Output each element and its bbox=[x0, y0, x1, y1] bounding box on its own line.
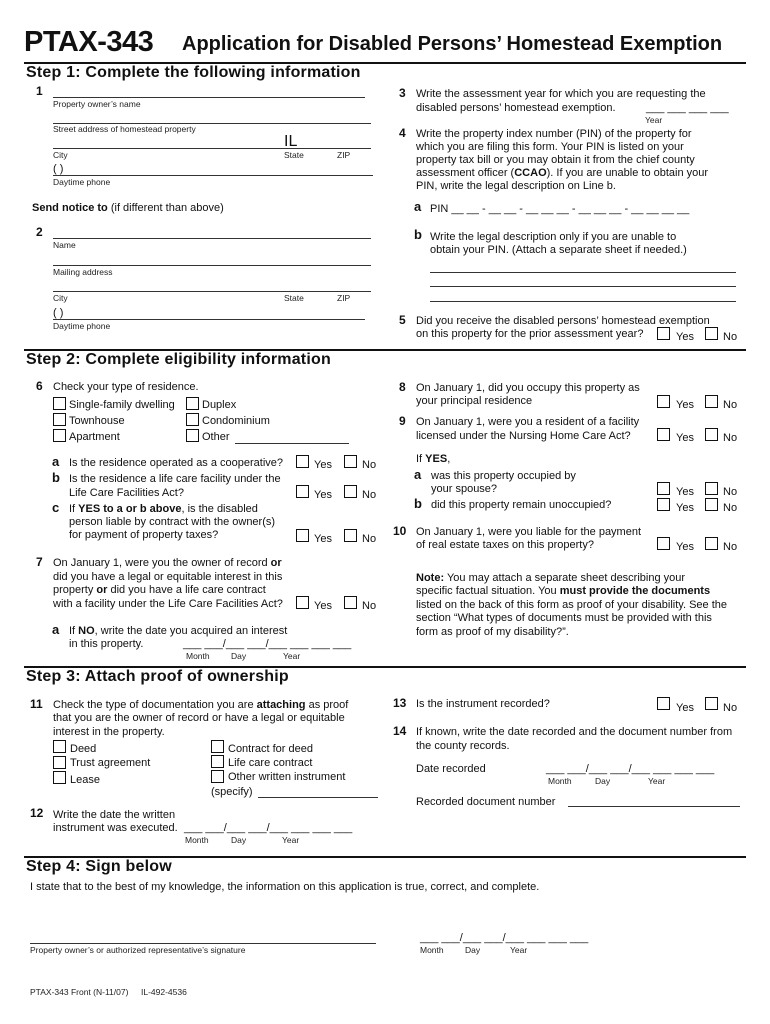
state-label: State bbox=[284, 150, 304, 160]
q9b-yes-checkbox[interactable] bbox=[657, 498, 670, 511]
sfd-checkbox[interactable] bbox=[53, 397, 66, 410]
q7a-month-label: Month bbox=[186, 651, 210, 661]
lifecare-checkbox[interactable] bbox=[211, 755, 224, 768]
zip-label: ZIP bbox=[337, 150, 351, 160]
contract-label: Contract for deed bbox=[228, 743, 313, 755]
step1-heading: Step 1: Complete the following information bbox=[26, 64, 361, 81]
q9-no-label: No bbox=[723, 432, 738, 444]
q14-month-label: Month bbox=[548, 776, 572, 786]
if-yes-label: If YES, bbox=[416, 453, 451, 465]
q7a-letter: a bbox=[52, 622, 60, 637]
item-9-number: 9 bbox=[399, 414, 406, 428]
sfd-label: Single-family dwelling bbox=[69, 399, 175, 411]
note-line4: section “What types of documents must be provided with this bbox=[416, 612, 712, 624]
phone-paren-2: ( ) bbox=[53, 307, 64, 319]
q6b-yes-checkbox[interactable] bbox=[296, 485, 309, 498]
owner-name-label: Property owner’s name bbox=[53, 99, 141, 109]
q13-no-label: No bbox=[723, 702, 738, 714]
certification-statement: I state that to the best of my knowledge, the information on this application is true, correct, and complete. bbox=[30, 881, 540, 893]
q6c-letter: c bbox=[52, 500, 60, 515]
other-specify-field[interactable] bbox=[235, 443, 349, 444]
mailing-address-label: Mailing address bbox=[53, 267, 113, 277]
date-recorded-field[interactable]: ___ ___/___ ___/___ ___ ___ ___ bbox=[546, 763, 715, 775]
q9a-no-label: No bbox=[723, 486, 738, 498]
q9a-line2: your spouse? bbox=[431, 483, 498, 495]
q14-line1: If known, write the date recorded and the document number from bbox=[416, 726, 733, 738]
item-14-number: 14 bbox=[393, 724, 407, 738]
q6b-line2: Life Care Facilities Act? bbox=[69, 487, 184, 499]
sig-month-label: Month bbox=[420, 945, 444, 955]
q6b-letter: b bbox=[52, 470, 60, 485]
item-13-number: 13 bbox=[393, 696, 407, 710]
lifecare-label: Life care contract bbox=[228, 757, 313, 769]
q7-line2: did you have a legal or equitable interest in this bbox=[53, 571, 283, 583]
item-8-number: 8 bbox=[399, 380, 406, 394]
daytime-phone-field[interactable] bbox=[53, 175, 373, 176]
q7a-day-label: Day bbox=[231, 651, 247, 661]
q6c-no-label: No bbox=[362, 533, 377, 545]
legal-desc-line-1[interactable] bbox=[430, 272, 736, 273]
signature-label: Property owner’s or authorized representative’s signature bbox=[30, 945, 246, 955]
item-10-number: 10 bbox=[393, 524, 407, 538]
item-5-number: 5 bbox=[399, 313, 406, 327]
q9b-no-label: No bbox=[723, 502, 738, 514]
q10-line1: On January 1, were you liable for the payment bbox=[416, 526, 642, 538]
item-11-number: 11 bbox=[30, 697, 43, 711]
q7a-line2: in this property. bbox=[69, 638, 144, 650]
q13-text: Is the instrument recorded? bbox=[416, 698, 550, 710]
q13-yes-checkbox[interactable] bbox=[657, 697, 670, 710]
apartment-label: Apartment bbox=[69, 431, 120, 443]
q9a-yes-checkbox[interactable] bbox=[657, 482, 670, 495]
notice-state-label: State bbox=[284, 293, 304, 303]
q5-line2: on this property for the prior assessment year? bbox=[416, 328, 644, 340]
q6a-no-checkbox[interactable] bbox=[344, 455, 357, 468]
q9a-no-checkbox[interactable] bbox=[705, 482, 718, 495]
other-label: Other bbox=[202, 431, 230, 443]
q6a-text: Is the residence operated as a cooperative? bbox=[69, 457, 284, 469]
q6a-yes-checkbox[interactable] bbox=[296, 455, 309, 468]
note-line2: specific factual situation. You must provide the documents bbox=[416, 585, 711, 597]
item-6-number: 6 bbox=[36, 379, 43, 393]
step2-heading: Step 2: Complete eligibility information bbox=[26, 351, 331, 368]
notice-phone-label: Daytime phone bbox=[53, 321, 111, 331]
item-3-number: 3 bbox=[399, 86, 406, 100]
q4-line2: which you are filing this form. Your PIN is listed on your bbox=[416, 141, 684, 153]
form-title: Application for Disabled Persons’ Homestead Exemption bbox=[182, 33, 723, 55]
q7-line3: property or did you have a life care contract bbox=[53, 584, 266, 596]
q7-line4: with a facility under the Life Care Facilities Act? bbox=[53, 598, 283, 610]
q6b-yes-label: Yes bbox=[314, 489, 332, 501]
q8-line2: your principal residence bbox=[416, 395, 533, 407]
notice-name-label: Name bbox=[53, 240, 76, 250]
q5-line1: Did you receive the disabled persons’ homestead exemption bbox=[416, 315, 710, 327]
q6c-no-checkbox[interactable] bbox=[344, 529, 357, 542]
q11-line1: Check the type of documentation you are attaching as proof bbox=[53, 699, 349, 711]
trust-label: Trust agreement bbox=[70, 757, 151, 769]
q9a-yes-label: Yes bbox=[676, 486, 694, 498]
q12-line1: Write the date the written bbox=[53, 809, 176, 821]
q4-line4: assessment officer (CCAO). If you are unable to obtain your bbox=[416, 167, 709, 179]
q14-line2: the county records. bbox=[416, 740, 510, 752]
q5-yes-label: Yes bbox=[676, 331, 694, 343]
q10-line2: of real estate taxes on this property? bbox=[416, 539, 594, 551]
q4b-letter: b bbox=[414, 227, 422, 242]
form-number: PTAX-343 bbox=[24, 26, 154, 58]
q7-line1: On January 1, were you the owner of record or bbox=[53, 557, 282, 569]
q9a-line1: was this property occupied by bbox=[431, 470, 576, 482]
q6a-yes-label: Yes bbox=[314, 459, 332, 471]
q7a-year-label: Year bbox=[283, 651, 301, 661]
q6c-line1: If YES to a or b above, is the disabled bbox=[69, 503, 258, 515]
owner-name-field[interactable] bbox=[53, 97, 365, 98]
q6b-no-checkbox[interactable] bbox=[344, 485, 357, 498]
q14-year-label: Year bbox=[648, 776, 666, 786]
q9a-letter: a bbox=[414, 467, 422, 482]
q4-line3: property tax bill or you may obtain it from the chief county bbox=[416, 154, 695, 166]
other-instrument-label: Other written instrument bbox=[228, 771, 346, 783]
q9-line2: licensed under the Nursing Home Care Act? bbox=[416, 430, 631, 442]
q9-line1: On January 1, were you a resident of a facility bbox=[416, 416, 640, 428]
footer-form-ref: PTAX-343 Front (N-11/07) bbox=[30, 987, 129, 997]
city-state-zip-field[interactable] bbox=[53, 148, 371, 149]
q3-line1: Write the assessment year for which you are requesting the bbox=[416, 88, 706, 100]
trust-checkbox[interactable] bbox=[53, 756, 66, 769]
other-checkbox[interactable] bbox=[186, 429, 199, 442]
q5-yes-checkbox[interactable] bbox=[657, 327, 670, 340]
step3-heading: Step 3: Attach proof of ownership bbox=[26, 668, 289, 685]
pin-field[interactable]: PIN __ __ - __ __ - __ __ __ - __ __ __ - __ __ __ __ bbox=[430, 203, 690, 215]
q9b-letter: b bbox=[414, 496, 422, 511]
q7-no-checkbox[interactable] bbox=[344, 596, 357, 609]
q14-day-label: Day bbox=[595, 776, 611, 786]
other-instrument-checkbox[interactable] bbox=[211, 770, 224, 783]
notice-city-field[interactable] bbox=[53, 291, 371, 292]
q10-no-checkbox[interactable] bbox=[705, 537, 718, 550]
city-label: City bbox=[53, 150, 68, 160]
q3-line2: disabled persons’ homestead exemption. bbox=[416, 102, 616, 114]
q6c-yes-label: Yes bbox=[314, 533, 332, 545]
q4b-line2: obtain your PIN. (Attach a separate sheet if needed.) bbox=[430, 244, 687, 256]
item-2-number: 2 bbox=[36, 225, 43, 239]
q10-yes-label: Yes bbox=[676, 541, 694, 553]
q4b-line1: Write the legal description only if you are unable to bbox=[430, 231, 677, 243]
daytime-phone-label: Daytime phone bbox=[53, 177, 111, 187]
q6c-yes-checkbox[interactable] bbox=[296, 529, 309, 542]
q7a-line1: If NO, write the date you acquired an interest bbox=[69, 625, 288, 637]
q7a-date-field[interactable]: ___ ___/___ ___/___ ___ ___ ___ bbox=[183, 638, 352, 650]
legal-desc-line-2[interactable] bbox=[430, 286, 736, 287]
signature-date-field[interactable]: ___ ___/___ ___/___ ___ ___ ___ bbox=[420, 932, 589, 944]
notice-city-label: City bbox=[53, 293, 68, 303]
q8-no-checkbox[interactable] bbox=[705, 395, 718, 408]
q8-yes-label: Yes bbox=[676, 399, 694, 411]
q6c-line2: person liable by contract with the owner(s) bbox=[69, 516, 276, 528]
doc-number-label: Recorded document number bbox=[416, 796, 556, 808]
sig-day-label: Day bbox=[465, 945, 481, 955]
legal-desc-line-3[interactable] bbox=[430, 301, 736, 302]
q12-line2: instrument was executed. bbox=[53, 822, 178, 834]
item-1-number: 1 bbox=[36, 84, 43, 98]
condo-label: Condominium bbox=[202, 415, 270, 427]
q12-year-label: Year bbox=[282, 835, 300, 845]
item-12-number: 12 bbox=[30, 806, 44, 820]
step4-heading: Step 4: Sign below bbox=[26, 858, 172, 875]
q13-no-checkbox[interactable] bbox=[705, 697, 718, 710]
q10-no-label: No bbox=[723, 541, 738, 553]
q6a-no-label: No bbox=[362, 459, 377, 471]
notice-zip-label: ZIP bbox=[337, 293, 351, 303]
q10-yes-checkbox[interactable] bbox=[657, 537, 670, 550]
q3-year-label: Year bbox=[645, 115, 663, 125]
note-line3: listed on the back of this form as proof of your disability. See the bbox=[416, 599, 728, 611]
deed-checkbox[interactable] bbox=[53, 740, 66, 753]
q7-yes-label: Yes bbox=[314, 600, 332, 612]
q12-day-label: Day bbox=[231, 835, 247, 845]
signature-field[interactable] bbox=[30, 943, 376, 944]
q12-date-field[interactable]: ___ ___/___ ___/___ ___ ___ ___ bbox=[184, 822, 353, 834]
q12-month-label: Month bbox=[185, 835, 209, 845]
condo-checkbox[interactable] bbox=[186, 413, 199, 426]
date-recorded-label: Date recorded bbox=[416, 763, 486, 775]
q9b-text: did this property remain unoccupied? bbox=[431, 499, 612, 511]
q6b-no-label: No bbox=[362, 489, 377, 501]
q13-yes-label: Yes bbox=[676, 702, 694, 714]
q11-line3: interest in the property. bbox=[53, 726, 165, 738]
mailing-address-field[interactable] bbox=[53, 265, 371, 266]
q9-yes-checkbox[interactable] bbox=[657, 428, 670, 441]
phone-paren: ( ) bbox=[53, 163, 64, 175]
notice-phone-field[interactable] bbox=[53, 319, 365, 320]
q6a-letter: a bbox=[52, 454, 60, 469]
q9b-no-checkbox[interactable] bbox=[705, 498, 718, 511]
q9-yes-label: Yes bbox=[676, 432, 694, 444]
q8-yes-checkbox[interactable] bbox=[657, 395, 670, 408]
q9-no-checkbox[interactable] bbox=[705, 428, 718, 441]
q5-no-checkbox[interactable] bbox=[705, 327, 718, 340]
sig-year-label: Year bbox=[510, 945, 528, 955]
state-value: IL bbox=[284, 133, 298, 150]
q8-no-label: No bbox=[723, 399, 738, 411]
item-7-number: 7 bbox=[36, 555, 43, 569]
townhouse-label: Townhouse bbox=[69, 415, 125, 427]
q8-line1: On January 1, did you occupy this property as bbox=[416, 382, 640, 394]
duplex-checkbox[interactable] bbox=[186, 397, 199, 410]
q5-no-label: No bbox=[723, 331, 738, 343]
note-line1: Note: You may attach a separate sheet describing your bbox=[416, 572, 686, 584]
apartment-checkbox[interactable] bbox=[53, 429, 66, 442]
q7-yes-checkbox[interactable] bbox=[296, 596, 309, 609]
deed-label: Deed bbox=[70, 743, 97, 755]
specify-label: (specify) bbox=[211, 786, 253, 798]
street-label: Street address of homestead property bbox=[53, 124, 196, 134]
q4-line1: Write the property index number (PIN) of the property for bbox=[416, 128, 692, 140]
q11-line2: that you are the owner of record or have a legal or equitable bbox=[53, 712, 345, 724]
duplex-label: Duplex bbox=[202, 399, 237, 411]
notice-name-field[interactable] bbox=[53, 238, 371, 239]
lease-checkbox[interactable] bbox=[53, 771, 66, 784]
q7-no-label: No bbox=[362, 600, 377, 612]
q4a-letter: a bbox=[414, 199, 422, 214]
doc-number-field[interactable] bbox=[568, 806, 740, 807]
item-4-number: 4 bbox=[399, 126, 406, 140]
specify-field[interactable] bbox=[258, 797, 378, 798]
assessment-year-field[interactable]: ___ ___ ___ ___ bbox=[646, 102, 729, 114]
townhouse-checkbox[interactable] bbox=[53, 413, 66, 426]
q6b-line1: Is the residence a life care facility under the bbox=[69, 473, 281, 485]
send-notice-label: Send notice to (if different than above) bbox=[32, 202, 224, 214]
q4-line5: PIN, write the legal description on Line b. bbox=[416, 180, 616, 192]
q6-text: Check your type of residence. bbox=[53, 381, 199, 393]
footer-il-number: IL-492-4536 bbox=[141, 987, 187, 997]
contract-checkbox[interactable] bbox=[211, 740, 224, 753]
note-line5: form as proof of my disability?”. bbox=[416, 626, 569, 638]
q6c-line3: for payment of property taxes? bbox=[69, 529, 219, 541]
lease-label: Lease bbox=[70, 774, 100, 786]
q9b-yes-label: Yes bbox=[676, 502, 694, 514]
